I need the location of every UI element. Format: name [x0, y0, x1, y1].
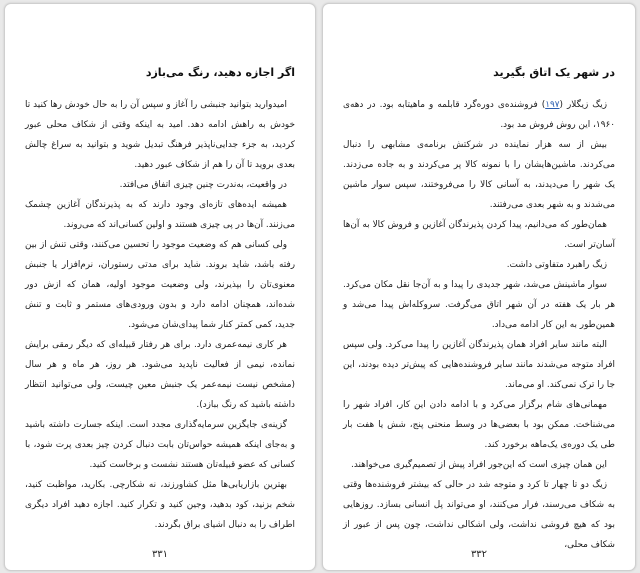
page-332: [322, 3, 636, 571]
paragraph: امیدوارید بتوانید جنبشی را آغاز و سپس آن را به حال خودش رها کنید تا خودش به راهش ادامه دهد. امید به اینکه وقتی از شکاف محلی عبور کردید، به جزء جدایی‌ناپذیر فرهنگ تبدیل شوید و بتوانید به سراغ چالش بعدی بروید تا آن را هم از شکاف عبور دهید.: [25, 100, 295, 170]
page-body-right: [343, 66, 615, 550]
section-title-right: در شهر یک اتاق بگیرید: [493, 66, 615, 79]
page-body-left: [25, 66, 295, 544]
paragraph: این همان چیزی است که این‌جور افراد پیش از تصمیم‌گیری می‌خواهند.: [351, 460, 607, 470]
page-331: [4, 3, 316, 571]
section-title-left: اگر اجازه دهید، رنگ می‌بازد: [145, 66, 295, 79]
paragraph: مهمانی‌های شام برگزار می‌کرد و با ادامه دادن این کار، افراد شهر را می‌شناخت. ممکن بود با بعضی‌ها در وسط منحنی پنج، شش یا هفت بار طی یک دوره‌ی یک‌ماهه برخورد کند.: [343, 400, 615, 450]
footnote-link[interactable]: ۱۹۷: [545, 100, 560, 110]
paragraph: همیشه ایده‌های تازه‌ای وجود دارند که به پذیرندگان آغازین چشمک می‌زنند. آن‌ها در پی چیزی هستند و اولین کسانی‌اند که می‌روند.: [25, 200, 295, 230]
paragraph: در واقعیت، به‌ندرت چنین چیزی اتفاق می‌افتد.: [119, 180, 287, 190]
paragraph: سوار ماشینش می‌شد، شهر جدیدی را پیدا و به آن‌جا نقل مکان می‌کرد. هر بار یک هفته در آن شهر اتاق می‌گرفت. سروکله‌اش پیدا می‌شد و همین‌طور به این کار ادامه می‌داد.: [343, 280, 615, 330]
paragraph: گزینه‌ی جایگزین سرمایه‌گذاری مجدد است. اینکه جسارت داشته باشید و به‌جای اینکه همیشه حواس‌تان بابت دنبال کردن چیز بعدی پرت شود، با کسانی که عضو قبیله‌تان هستند نشست و برخاست کنید.: [25, 420, 295, 470]
paragraph: زیگ راهبرد متفاوتی داشت.: [506, 260, 607, 270]
paragraph: البته مانند سایر افراد همان پذیرندگان آغازین را پیدا می‌کرد. ولی سپس افراد متوجه می‌شدند مانند سایر فروشنده‌هایی که پیش‌تر دیده بودند، این جا را ترک نمی‌کند. او می‌ماند.: [343, 340, 615, 390]
paragraph: ولی کسانی هم که وضعیت موجود را تحسین می‌کنند، وقتی تنش از بین رفته باشد، شاید بروند. شاید برای مدتی رستوران، نرم‌افزار یا جنبش معنوی‌تان را بپذیرند، ولی وضعیت موجود اولیه، همان که ازش دور شده‌اند، همچنان ادامه دارد و بدون ورودی‌های مستمر و ثابت و تنش جدید، کمی کمتر کنار شما پیدای‌شان می‌شود.: [25, 240, 295, 330]
paragraph: همان‌طور که می‌دانیم، پیدا کردن پذیرندگان آغازین و فروش کالا به آن‌ها آسان‌تر است.: [343, 220, 615, 250]
paragraph: بهترین بازاریابی‌ها مثل کشاورزند، نه شکارچی. بکارید، مواظبت کنید، شخم بزنید، کود بدهید، وجین کنید و تکرار کنید. اجازه دهید افراد دیگری اطراف را به دنبال اشیای براق بگردند.: [25, 480, 295, 530]
page-number-left: ۳۳۱: [151, 549, 169, 560]
paragraph: هر کاری نیمه‌عمری دارد. برای هر رفتار قبیله‌ای که دیگر رمقی برایش نمانده، نیمی از فعالیت ناپدید می‌شود. هر روز، هر ماه و هر سال (مشخص نیست نیمه‌عمر یک جنبش معین چیست، ولی می‌توانید انتظار داشته باشید که رنگ ببازد).: [25, 340, 295, 410]
page-number-right: ۳۳۲: [470, 549, 488, 560]
paragraph: بیش از سه هزار نماینده در شرکتش برنامه‌ی مشابهی را دنبال می‌کردند. ماشین‌هایشان را با نمونه کالا پر می‌کردند و به جاده می‌زدند. یک شهر را می‌دیدند، به آسانی کالا را می‌فروختند، سپس سوار ماشین می‌شدند و به شهر بعدی می‌رفتند.: [343, 140, 615, 210]
paragraph: زیگ دو تا چهار تا کرد و متوجه شد در حالی که بیشتر فروشنده‌ها وقتی به شکاف می‌رسند، فرار می‌کنند، او می‌تواند پل انسانی بسازد. روزهایی بود که هیچ فروشی نداشت، ولی اشکالی نداشت، چون پس از عبور از شکاف محلی،: [343, 480, 615, 550]
paragraph-with-footnote: زیگ زیگلار (۱۹۷) فروشنده‌ی دوره‌گرد قابلمه و ماهیتابه بود. در دهه‌ی ۱۹۶۰، این روش فروش مد بود.: [343, 100, 615, 130]
